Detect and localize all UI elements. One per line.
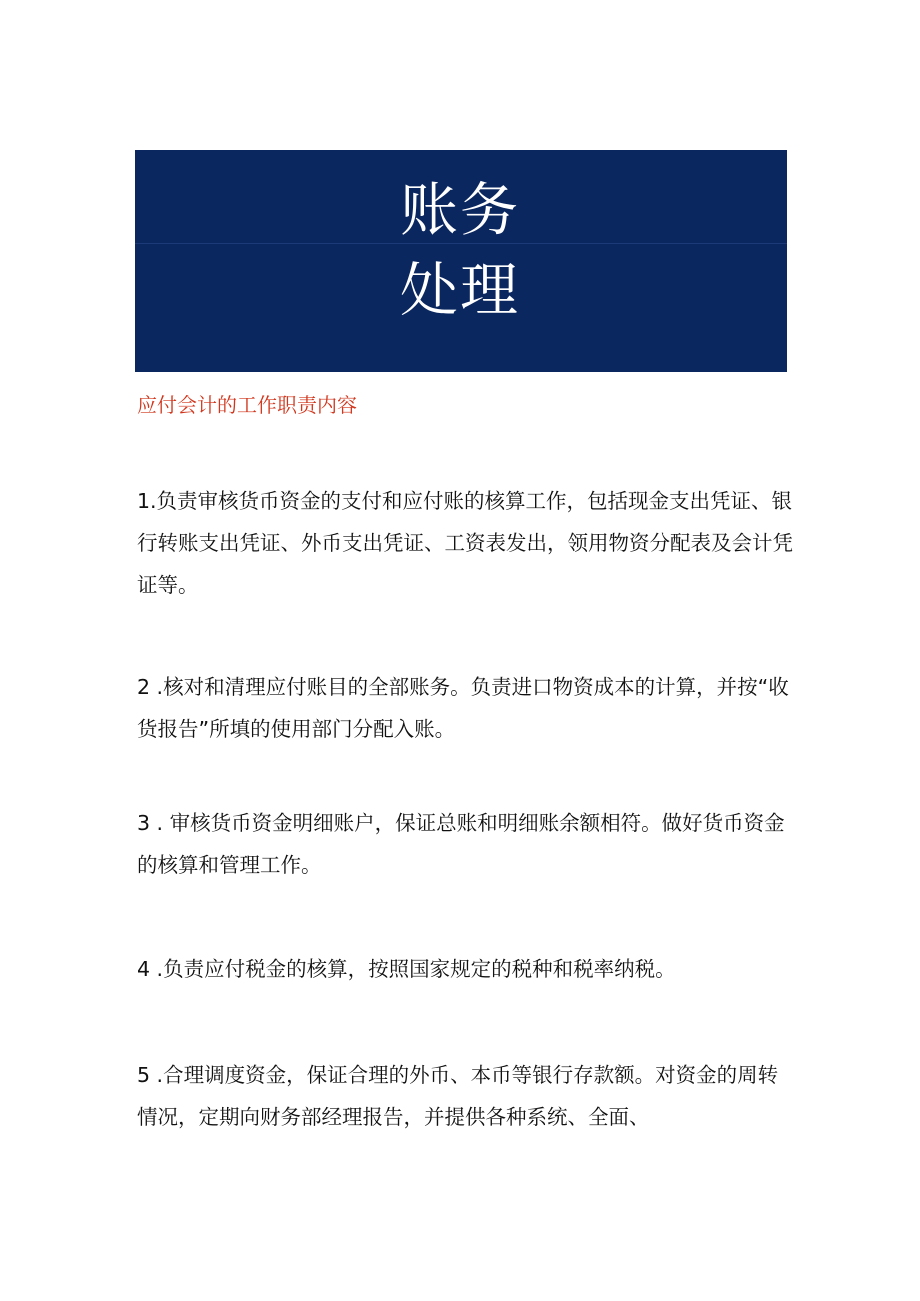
banner-title-line-1: 账务 [399, 176, 520, 244]
paragraph-4: 4 .负责应付税金的核算，按照国家规定的税种和税率纳税。 [137, 957, 676, 981]
paragraph-1: 1.负责审核货币资金的支付和应付账的核算工作，包括现金支出凭证、银行转账支出凭证、外币支出凭证、工资表发出，领用物资分配表及会计凭证等。 [137, 489, 793, 597]
banner-title-line-2: 处理 [399, 256, 520, 324]
paragraph-2: 2 .核对和清理应付账目的全部账务。负责进口物资成本的计算，并按“收货报告”所填的使用部门分配入账。 [137, 675, 789, 741]
document-body [137, 480, 797, 1198]
paragraph-5: 5 .合理调度资金，保证合理的外币、本币等银行存款额。对资金的周转情况，定期向财务部经理报告，并提供各种系统、全面、 [137, 1063, 779, 1129]
paragraph-3: 3 . 审核货币资金明细账户，保证总账和明细账余额相符。做好货币资金的核算和管理工作。 [137, 811, 785, 877]
section-subtitle: 应付会计的工作职责内容 [137, 393, 357, 417]
